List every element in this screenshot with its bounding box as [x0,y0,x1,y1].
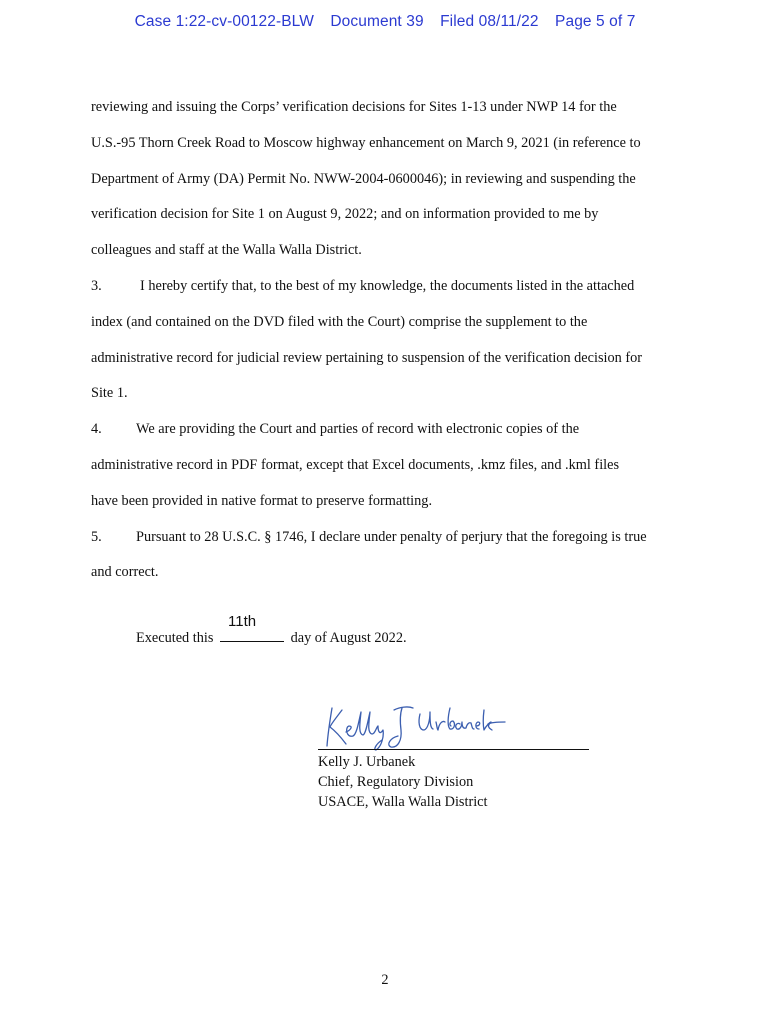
page-indicator: Page 5 of 7 [555,13,636,30]
paragraph-number: 4. [91,421,102,438]
paragraph-text: Pursuant to 28 U.S.C. § 1746, I declare under penalty of perjury that the foregoing is true [136,528,647,545]
document-number: Document 39 [330,13,424,30]
day-value: 11th [228,613,257,630]
paragraph-number: 5. [91,528,102,545]
signature-line [318,749,589,750]
paragraph-text: We are providing the Court and parties of record with electronic copies of the [136,421,580,438]
declaration-body [91,90,683,591]
execution-line [136,613,407,647]
body-line: administrative record in PDF format, except that Excel documents, .kmz files, and .kml files [91,456,620,473]
paragraph-text: I hereby certify that, to the best of my knowledge, the documents listed in the attached [140,277,635,294]
signer-title: Chief, Regulatory Division [318,774,474,790]
body-line: index (and contained on the DVD filed with the Court) comprise the supplement to the [91,313,588,330]
body-line: and correct. [91,564,159,581]
paragraph-5-first-line [91,520,683,556]
handwritten-signature [318,700,508,752]
body-line: administrative record for judicial review pertaining to suspension of the verification decision for [91,349,643,366]
case-number: Case 1:22-cv-00122-BLW [134,13,314,30]
body-line: Site 1. [91,385,128,402]
body-line: U.S.-95 Thorn Creek Road to Moscow highway enhancement on March 9, 2021 (in reference to [91,134,641,151]
paragraph-number: 3. [91,277,102,294]
page-number: 2 [381,972,389,988]
signature-strokes [327,707,505,750]
signer-name: Kelly J. Urbanek [318,754,416,770]
body-line: colleagues and staff at the Walla Walla District. [91,242,362,259]
signer-office: USACE, Walla Walla District [318,794,488,810]
execution-suffix: day of August 2022. [290,630,407,646]
body-line: Department of Army (DA) Permit No. NWW-2004-0600046); in reviewing and suspending the [91,170,636,187]
body-line: reviewing and issuing the Corps’ verification decisions for Sites 1-13 under NWP 14 for the [91,99,617,115]
paragraph-3-first-line [91,269,683,305]
body-line: verification decision for Site 1 on August 9, 2022; and on information provided to me by [91,206,599,223]
signature-block [318,752,488,812]
body-line: have been provided in native format to preserve formatting. [91,492,433,509]
day-blank [220,613,284,642]
case-header [0,13,770,31]
filed-date: Filed 08/11/22 [440,13,539,30]
paragraph-4-first-line [91,412,683,448]
execution-prefix: Executed this [136,630,214,646]
